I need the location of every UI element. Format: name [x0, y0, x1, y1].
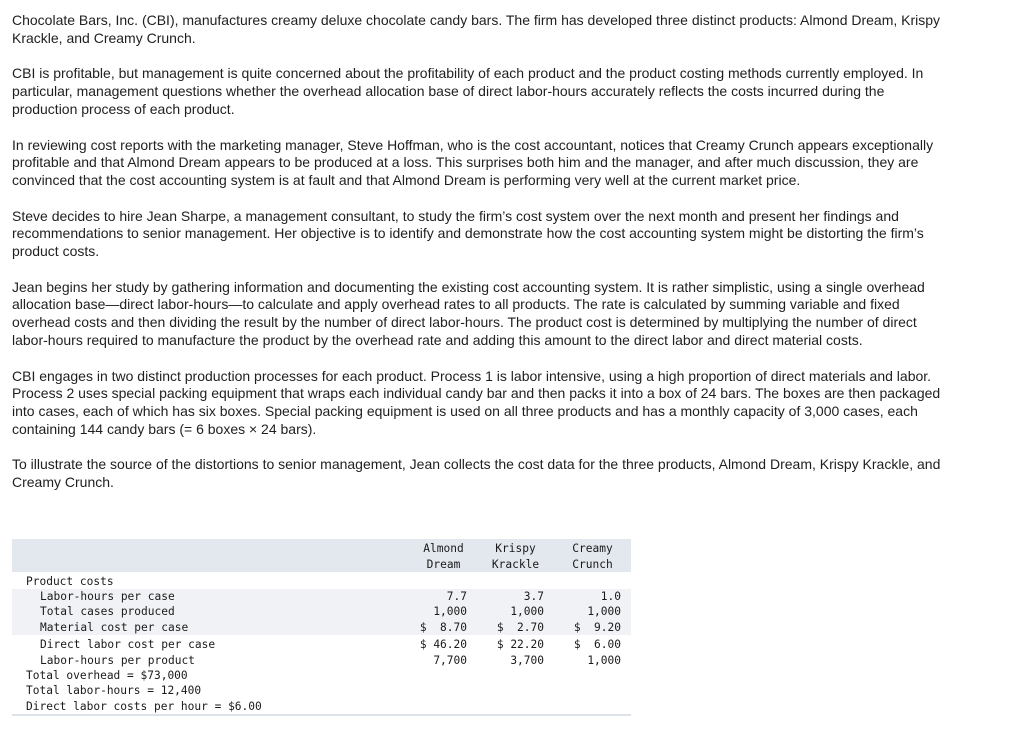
total-row: [12, 683, 631, 698]
section-label: Product costs: [12, 572, 410, 589]
cell-krispy-krackle: 3.7: [477, 589, 554, 604]
paragraph-illustrate: To illustrate the source of the distortions to senior management, Jean collects the cost data for the three products, Almond Dream, Krispy Krackle, and Creamy Crunch.: [12, 456, 941, 491]
table-row: [12, 620, 631, 635]
total-overhead: Total overhead = $73,000: [12, 668, 631, 683]
cell-creamy-crunch: 1,000: [554, 604, 631, 619]
direct-labor-cost-per-hour: Direct labor costs per hour = $6.00: [12, 699, 631, 715]
paragraph-processes: CBI engages in two distinct production processes for each product. Process 1 is labor intensive, using a high proportion of direct materials and labor. Process 2 uses special packing equipment that wraps each individual candy bar and then packs it into a box of 24 bars. The boxes are then packaged into cases, each of which has six boxes. Special packing equipment is used on all three products and has a monthly capacity of 3,000 cases, each containing 144 candy bars (= 6 boxes × 24 bars).: [12, 367, 941, 437]
row-label: Total cases produced: [12, 604, 410, 619]
cell-creamy-crunch: $ 9.20: [554, 620, 631, 635]
header-blank-cell: [12, 539, 410, 572]
cell-creamy-crunch: $ 6.00: [554, 637, 631, 652]
paragraph-study: Jean begins her study by gathering information and documenting the existing cost accounting system. It is rather simplistic, using a single overhead allocation base—direct labor-hours—to calculate and apply overhead rates to all products. The rate is calculated by summing variable and fixed overhead costs and then dividing the result by the number of direct labor-hours. The product cost is determined by multiplying the number of direct labor-hours required to manufacture the product by the overhead rate and adding this amount to the direct labor and direct material costs.: [12, 278, 925, 348]
cell-almond-dream: $ 8.70: [410, 620, 477, 635]
cell-creamy-crunch: 1,000: [554, 653, 631, 668]
total-row: [12, 668, 631, 683]
cost-data-table: [12, 539, 631, 716]
cell-krispy-krackle: 3,700: [477, 653, 554, 668]
section-row: [12, 572, 631, 589]
cell-almond-dream: 1,000: [410, 604, 477, 619]
table-row: [12, 653, 631, 668]
total-row: [12, 699, 631, 715]
row-label: Material cost per case: [12, 620, 410, 635]
row-label: Labor-hours per case: [12, 589, 410, 604]
cell-krispy-krackle: 1,000: [477, 604, 554, 619]
cell-almond-dream: 7.7: [410, 589, 477, 604]
column-header-krispy-krackle: Krispy Krackle: [477, 539, 554, 572]
column-header-creamy-crunch: Creamy Crunch: [554, 539, 631, 572]
paragraph-consultant: Steve decides to hire Jean Sharpe, a management consultant, to study the firm’s cost system over the next month and present her findings and recommendations to senior management. Her objective is to identify and demonstrate how the cost accounting system might be distorting the firm’s product costs.: [12, 207, 924, 260]
cell-krispy-krackle: $ 2.70: [477, 620, 554, 635]
column-header-almond-dream: Almond Dream: [410, 539, 477, 572]
paragraph-management-concern: CBI is profitable, but management is quite concerned about the profitability of each product and the product costing methods currently employed. In particular, management questions whether the overhead allocation base of direct labor-hours accurately reflects the costs incurred during the production process of each product.: [12, 65, 924, 117]
cell-creamy-crunch: 1.0: [554, 589, 631, 604]
table-row: [12, 604, 631, 619]
problem-text: [12, 12, 942, 510]
cell-krispy-krackle: $ 22.20: [477, 637, 554, 652]
paragraph-cost-reports: In reviewing cost reports with the marketing manager, Steve Hoffman, who is the cost accountant, notices that Creamy Crunch appears exceptionally profitable and that Almond Dream appears to be produced at a loss. This surprises both him and the manager, and after much discussion, they are convinced that the cost accounting system is at fault and that Almond Dream is performing very well at the current market price.: [12, 136, 934, 188]
table-row: [12, 637, 631, 652]
cell-almond-dream: 7,700: [410, 653, 477, 668]
table-header-row: [12, 539, 631, 572]
table-row: [12, 589, 631, 604]
total-labor-hours: Total labor-hours = 12,400: [12, 683, 631, 698]
cell-almond-dream: $ 46.20: [410, 637, 477, 652]
row-label: Direct labor cost per case: [12, 637, 410, 652]
paragraph-intro: Chocolate Bars, Inc. (CBI), manufactures creamy deluxe chocolate candy bars. The firm has developed three distinct products: Almond Dream, Krispy Krackle, and Creamy Crunch.: [12, 12, 941, 46]
row-label: Labor-hours per product: [12, 653, 410, 668]
